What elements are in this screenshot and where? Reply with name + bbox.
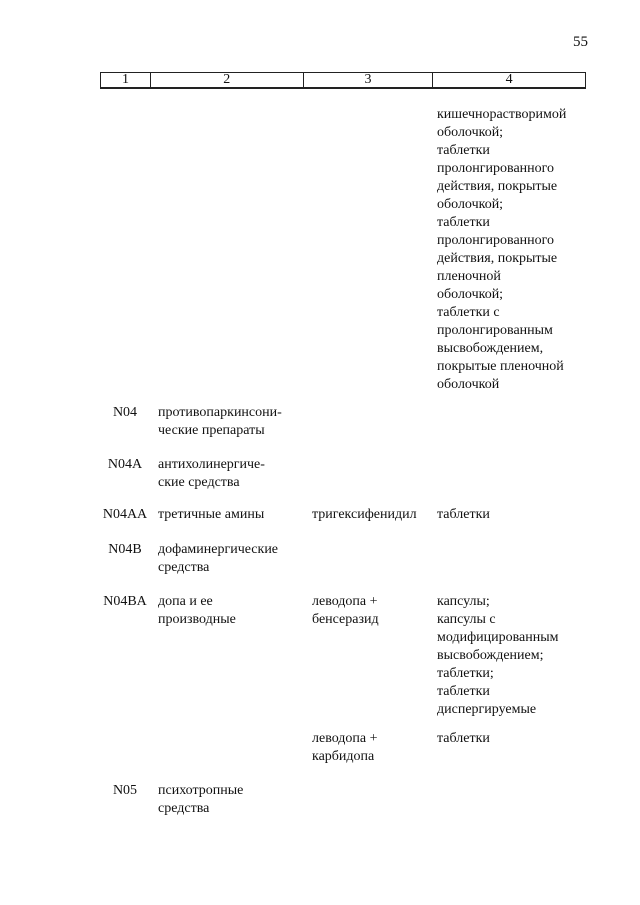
group-name-line: дофаминергические bbox=[158, 542, 279, 557]
dosage-forms bbox=[437, 506, 579, 524]
drug-name-line: леводопа + bbox=[312, 731, 378, 746]
group-name bbox=[158, 404, 300, 440]
form-line: пролонгированного bbox=[437, 233, 555, 248]
atc-code: N04A bbox=[107, 457, 143, 472]
drug-name bbox=[312, 593, 430, 629]
drug-name-line: бенсеразид bbox=[312, 612, 379, 627]
drug-name bbox=[312, 730, 430, 766]
form-line: диспергируемые bbox=[437, 702, 537, 717]
group-name-line: психотропные bbox=[158, 783, 244, 798]
form-line: оболочкой; bbox=[437, 197, 504, 212]
form-line: действия, покрытые bbox=[437, 251, 558, 266]
form-line: действия, покрытые bbox=[437, 179, 558, 194]
dosage-forms bbox=[437, 593, 579, 719]
form-line: таблетки bbox=[437, 731, 490, 746]
form-line: таблетки bbox=[437, 684, 490, 699]
group-name-line: допа и ее bbox=[158, 594, 213, 609]
group-name bbox=[158, 456, 300, 492]
atc-code: N04AA bbox=[102, 507, 148, 522]
drug-name-line: тригексифенидил bbox=[312, 507, 417, 522]
form-line: высвобождением, bbox=[437, 341, 544, 356]
group-name-line: средства bbox=[158, 560, 210, 575]
group-name bbox=[158, 541, 300, 577]
header-col-1: 1 bbox=[101, 73, 151, 89]
header-col-2: 2 bbox=[150, 73, 303, 89]
atc-code: N04 bbox=[112, 405, 138, 420]
group-name-line: ческие препараты bbox=[158, 423, 265, 438]
group-name bbox=[158, 782, 300, 818]
form-line: кишечнорастворимой bbox=[437, 107, 567, 122]
group-name-line: производные bbox=[158, 612, 236, 627]
atc-code: N04B bbox=[108, 542, 142, 557]
drug-name-line: карбидопа bbox=[312, 749, 375, 764]
table-header bbox=[100, 72, 586, 89]
header-col-3: 3 bbox=[303, 73, 433, 89]
continued-forms bbox=[437, 106, 579, 394]
group-name-line: средства bbox=[158, 801, 210, 816]
group-name bbox=[158, 506, 300, 524]
form-line: капсулы с bbox=[437, 612, 496, 627]
form-line: оболочкой; bbox=[437, 125, 504, 140]
form-line: капсулы; bbox=[437, 594, 490, 609]
form-line: модифицированным bbox=[437, 630, 559, 645]
form-line: таблетки bbox=[437, 215, 490, 230]
form-line: пленочной bbox=[437, 269, 501, 284]
group-name-line: ские средства bbox=[158, 475, 240, 490]
form-line: оболочкой bbox=[437, 377, 500, 392]
form-line: оболочкой; bbox=[437, 287, 504, 302]
form-line: таблетки; bbox=[437, 666, 494, 681]
atc-code: N05 bbox=[112, 783, 138, 798]
form-line: пролонгированного bbox=[437, 161, 555, 176]
form-line: высвобождением; bbox=[437, 648, 544, 663]
group-name bbox=[158, 593, 300, 629]
form-line: покрытые пленочной bbox=[437, 359, 564, 374]
atc-code: N04BA bbox=[103, 594, 147, 609]
form-line: пролонгированным bbox=[437, 323, 553, 338]
dosage-forms bbox=[437, 730, 579, 748]
page-number: 55 bbox=[573, 34, 588, 50]
form-line: таблетки bbox=[437, 507, 490, 522]
drug-name bbox=[312, 506, 430, 524]
form-line: таблетки bbox=[437, 143, 490, 158]
group-name-line: третичные амины bbox=[158, 507, 265, 522]
group-name-line: антихолинергиче- bbox=[158, 457, 265, 472]
drug-name-line: леводопа + bbox=[312, 594, 378, 609]
group-name-line: противопаркинсони- bbox=[158, 405, 282, 420]
form-line: таблетки с bbox=[437, 305, 500, 320]
header-col-4: 4 bbox=[433, 73, 586, 89]
